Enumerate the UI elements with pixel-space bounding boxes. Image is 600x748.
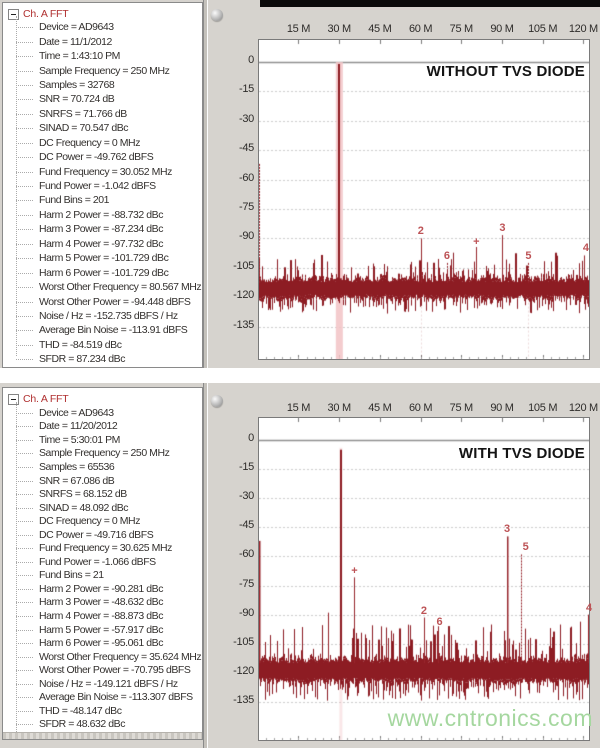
- fft-panel-without-tvs: [0, 0, 600, 368]
- tree-item: Device = AD9643: [3, 20, 202, 34]
- y-axis-tick-label: -120: [233, 289, 254, 302]
- harmonic-label: 5: [525, 249, 532, 262]
- measurement-list: [3, 406, 202, 740]
- tree-item: SINAD = 70.547 dBc: [3, 121, 202, 135]
- fft-plot-area: [258, 39, 590, 360]
- x-axis-tick-label: 30 M: [327, 402, 351, 414]
- tree-collapse-icon[interactable]: [8, 9, 19, 20]
- tree-item: Samples = 65536: [3, 460, 202, 474]
- tree-item: Time = 1:43:10 PM: [3, 49, 202, 63]
- tree-item: Fund Frequency = 30.625 MHz: [3, 541, 202, 555]
- tree-item: Harm 6 Power = -101.729 dBc: [3, 265, 202, 279]
- tree-item: SNRFS = 68.152 dB: [3, 487, 202, 501]
- tree-item: Harm 2 Power = -88.732 dBc: [3, 208, 202, 222]
- tree-item: Noise / Hz = -149.121 dBFS / Hz: [3, 677, 202, 691]
- tree-item: Fund Power = -1.042 dBFS: [3, 179, 202, 193]
- tree-item: Fund Bins = 201: [3, 193, 202, 207]
- tree-item: Noise / Hz = -152.735 dBFS / Hz: [3, 309, 202, 323]
- harmonic-label: 6: [436, 616, 443, 629]
- measurement-list: [3, 20, 202, 367]
- tree-item: SNRFS = 71.766 dB: [3, 107, 202, 121]
- x-axis-tick-label: 90 M: [490, 402, 514, 414]
- y-axis-tick-label: -45: [239, 142, 254, 155]
- y-axis-tick-label: -135: [233, 318, 254, 331]
- tree-horizontal-scrollbar[interactable]: [3, 732, 202, 739]
- y-axis-tick-label: -30: [239, 112, 254, 125]
- y-axis-tick-label: -75: [239, 577, 254, 590]
- tree-item: SFDR = 87.234 dBc: [3, 352, 202, 366]
- tree-root: [8, 7, 68, 21]
- y-axis-tick-label: -30: [239, 490, 254, 503]
- measurement-tree-panel: [2, 2, 203, 368]
- plot-title: WITHOUT TVS DIODE: [426, 63, 585, 80]
- tree-item: Harm 3 Power = -87.234 dBc: [3, 222, 202, 236]
- tree-item: THD = -84.519 dBc: [3, 338, 202, 352]
- tree-item: Average Bin Noise = -113.91 dBFS: [3, 323, 202, 337]
- harmonic-label: 2: [417, 225, 424, 238]
- harmonic-label: +: [473, 236, 480, 249]
- fft-plot-canvas: [259, 418, 589, 740]
- x-axis-tick-label: 30 M: [327, 23, 351, 35]
- harmonic-label: +: [351, 565, 358, 578]
- y-axis-tick-label: -60: [239, 171, 254, 184]
- x-axis-tick-label: 120 M: [568, 402, 598, 414]
- y-axis-tick-label: 0: [248, 54, 254, 66]
- x-axis-tick-label: 45 M: [368, 23, 392, 35]
- tree-item: Sample Frequency = 250 MHz: [3, 63, 202, 77]
- tree-item: Device = AD9643: [3, 406, 202, 420]
- tree-item: Fund Frequency = 30.052 MHz: [3, 164, 202, 178]
- y-axis-tick-label: -15: [239, 461, 254, 474]
- x-axis-tick-label: 75 M: [449, 402, 473, 414]
- tree-item: Harm 6 Power = -95.061 dBc: [3, 636, 202, 650]
- y-axis-tick-label: -60: [239, 548, 254, 561]
- y-axis-tick-label: -90: [239, 606, 254, 619]
- harmonic-label: 2: [420, 604, 428, 617]
- tree-item: Date = 11/1/2012: [3, 34, 202, 48]
- y-axis-tick-label: -90: [239, 230, 254, 243]
- tree-item: Time = 5:30:01 PM: [3, 433, 202, 447]
- tree-item: DC Frequency = 0 MHz: [3, 514, 202, 528]
- y-axis-tick-label: -15: [239, 83, 254, 96]
- y-axis-tick-label: -135: [233, 693, 254, 706]
- tree-item: DC Power = -49.716 dBFS: [3, 528, 202, 542]
- tree-item: Date = 11/20/2012: [3, 420, 202, 434]
- plot-title: WITH TVS DIODE: [458, 445, 585, 462]
- x-axis-tick-label: 60 M: [408, 402, 433, 414]
- tree-item: SINAD = 48.092 dBc: [3, 501, 202, 515]
- tree-item: Worst Other Frequency = 35.624 MHz: [3, 650, 202, 664]
- x-axis-tick-label: 15 M: [286, 23, 311, 35]
- y-axis-tick-label: -120: [233, 664, 254, 677]
- harmonic-label: 3: [504, 523, 511, 536]
- tree-item: DC Frequency = 0 MHz: [3, 136, 202, 150]
- tree-item: Sample Frequency = 250 MHz: [3, 447, 202, 461]
- watermark: www.cntronics.com: [387, 705, 593, 731]
- tree-root-label: Ch. A FFT: [23, 393, 69, 405]
- y-axis-tick-label: -45: [239, 519, 254, 532]
- tree-item: Harm 4 Power = -88.873 dBc: [3, 609, 202, 623]
- tree-item: Harm 5 Power = -101.729 dBc: [3, 251, 202, 265]
- tree-item: Harm 3 Power = -48.632 dBc: [3, 596, 202, 610]
- y-axis-tick-label: -105: [233, 635, 254, 648]
- x-axis-tick-label: 90 M: [490, 23, 514, 35]
- x-axis-tick-label: 105 M: [528, 23, 558, 35]
- splitter[interactable]: [203, 0, 208, 368]
- harmonic-label: 5: [522, 541, 529, 554]
- y-axis-tick-label: 0: [248, 432, 254, 444]
- harmonic-label: 6: [443, 249, 450, 262]
- fft-panel-with-tvs: [0, 383, 600, 748]
- tree-item: SNR = 70.724 dB: [3, 92, 202, 106]
- tree-item: SNR = 67.086 dB: [3, 474, 202, 488]
- tree-item: Harm 4 Power = -97.732 dBc: [3, 237, 202, 251]
- x-axis-tick-label: 105 M: [528, 402, 558, 414]
- tree-item: Samples = 32768: [3, 78, 202, 92]
- tree-item: Harm 5 Power = -57.917 dBc: [3, 623, 202, 637]
- tree-item: Fund Power = -1.066 dBFS: [3, 555, 202, 569]
- tree-item: Worst Other Frequency = 80.567 MHz: [3, 280, 202, 294]
- fft-plot-area: [258, 417, 590, 741]
- top-window-edge: [260, 0, 600, 7]
- tree-item: Average Bin Noise = -113.307 dBFS: [3, 690, 202, 704]
- harmonic-label: 4: [582, 242, 589, 255]
- x-axis-tick-label: 120 M: [568, 23, 598, 35]
- tree-root: [8, 392, 68, 406]
- tree-root-label: Ch. A FFT: [23, 8, 69, 20]
- y-axis-tick-label: -105: [233, 259, 254, 272]
- harmonic-label: 3: [499, 222, 506, 235]
- x-axis-tick-label: 45 M: [368, 402, 392, 414]
- tree-item: Worst Other Power = -70.795 dBFS: [3, 663, 202, 677]
- tree-item: Worst Other Power = -94.448 dBFS: [3, 294, 202, 308]
- x-axis-tick-label: 75 M: [449, 23, 473, 35]
- sphere-icon: [211, 9, 223, 21]
- y-axis-tick-label: -75: [239, 201, 254, 213]
- tree-item: THD = -48.147 dBc: [3, 704, 202, 718]
- tree-item: Harm 2 Power = -90.281 dBc: [3, 582, 202, 596]
- tree-collapse-icon[interactable]: [8, 394, 19, 405]
- tree-item: DC Power = -49.762 dBFS: [3, 150, 202, 164]
- measurement-tree-panel: [2, 387, 203, 740]
- x-axis-tick-label: 15 M: [286, 402, 311, 414]
- x-axis-tick-label: 60 M: [408, 23, 433, 35]
- sphere-icon: [211, 395, 223, 407]
- fft-plot-canvas: [259, 40, 589, 359]
- splitter[interactable]: [203, 383, 208, 748]
- tree-item: SFDR = 48.632 dBc: [3, 718, 202, 732]
- tree-item: Fund Bins = 21: [3, 569, 202, 583]
- harmonic-label: 4: [585, 601, 593, 614]
